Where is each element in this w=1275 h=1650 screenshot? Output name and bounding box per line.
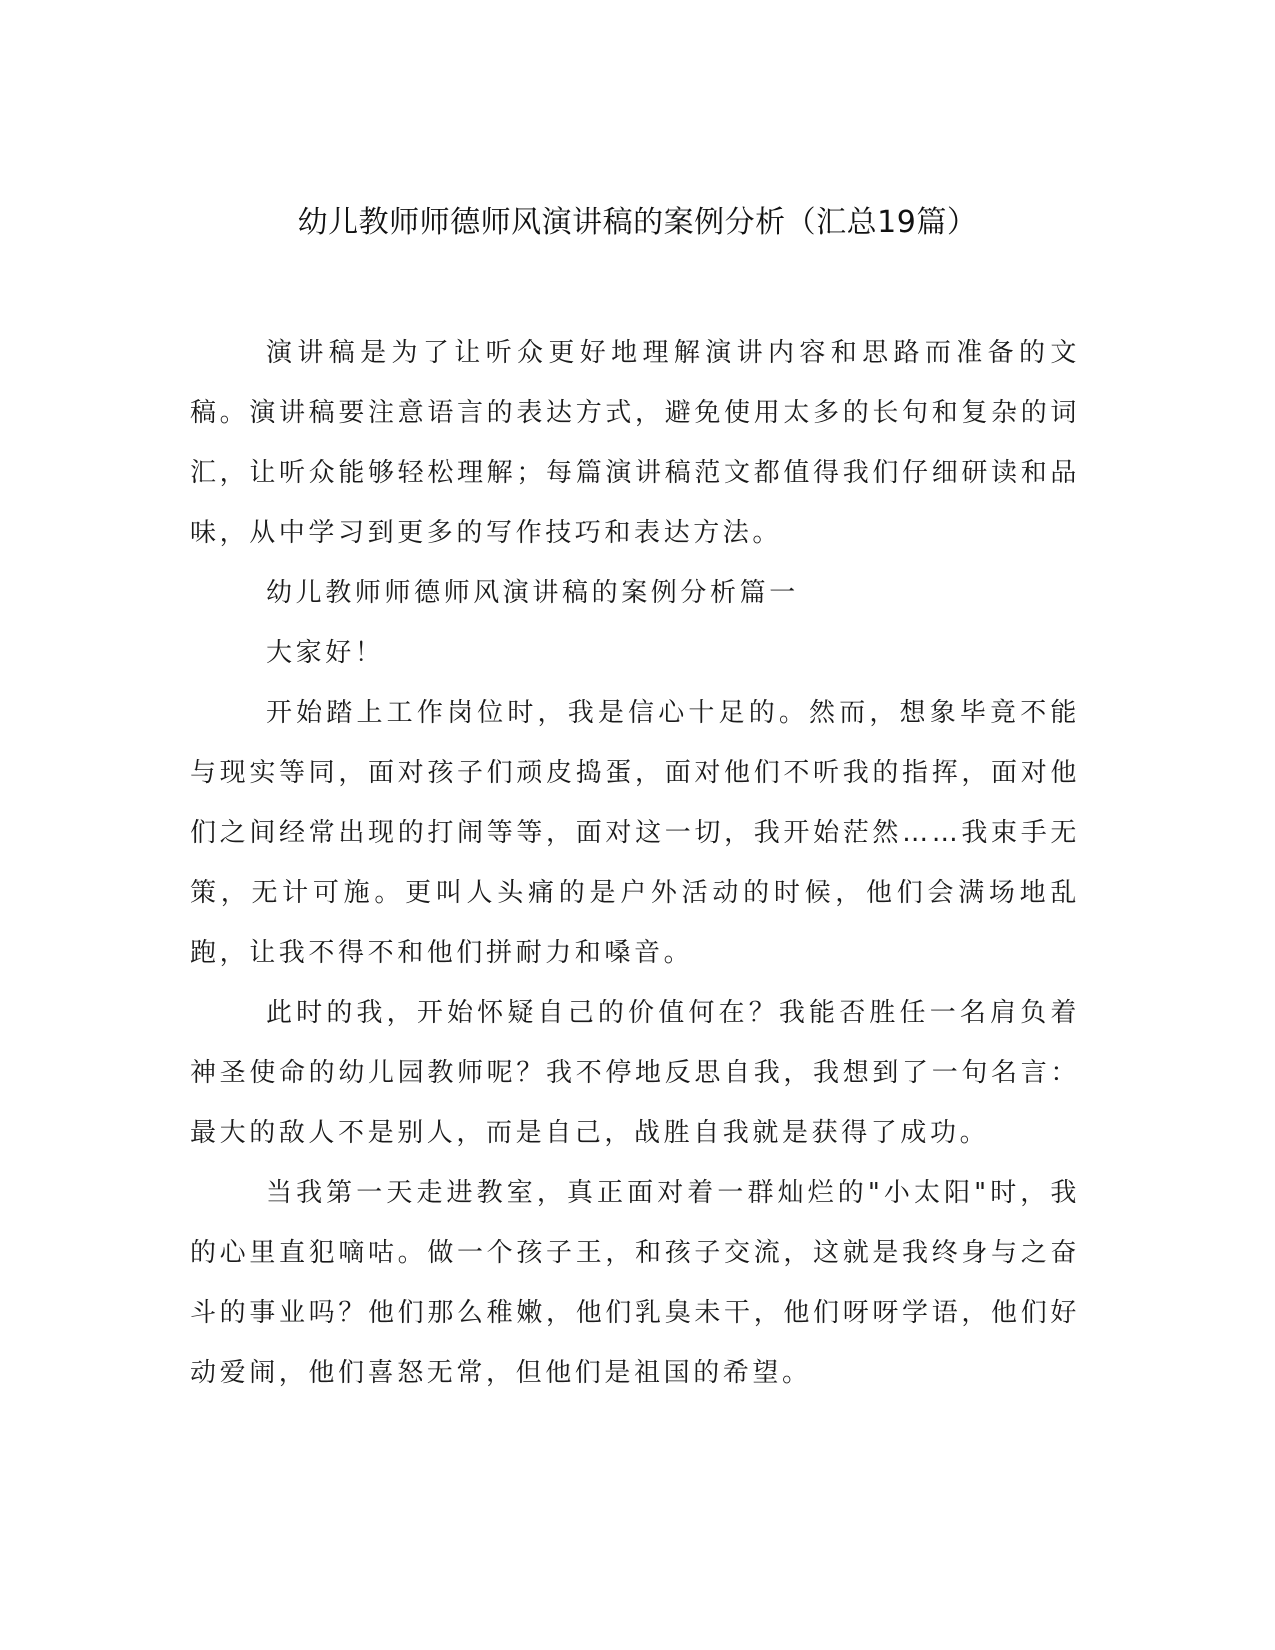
paragraph-section-heading: 幼儿教师师德师风演讲稿的案例分析篇一 xyxy=(266,578,799,608)
paragraph-body: 此时的我，开始怀疑自己的价值何在？我能否胜任一名肩负着神圣使命的幼儿园教师呢？我不停地反思自我，我想到了一句名言：最大的敌人不是别人，而是自己，战胜自我就是获得了成功。 xyxy=(190,998,1080,1148)
paragraph-intro: 演讲稿是为了让听众更好地理解演讲内容和思路而准备的文稿。演讲稿要注意语言的表达方式，避免使用太多的长句和复杂的词汇，让听众能够轻松理解；每篇演讲稿范文都值得我们仔细研读和品味，从中学习到更多的写作技巧和表达方法。 xyxy=(190,338,1080,548)
paragraph-body: 开始踏上工作岗位时，我是信心十足的。然而，想象毕竟不能与现实等同，面对孩子们顽皮捣蛋，面对他们不听我的指挥，面对他们之间经常出现的打闹等等，面对这一切，我开始茫然……我束手无策，无计可施。更叫人头痛的是户外活动的时候，他们会满场地乱跑，让我不得不和他们拼耐力和嗓音。 xyxy=(190,698,1080,968)
paragraph-body: 当我第一天走进教室，真正面对着一群灿烂的"小太阳"时，我的心里直犯嘀咕。做一个孩子王，和孩子交流，这就是我终身与之奋斗的事业吗？他们那么稚嫩，他们乳臭未干，他们呀呀学语，他们好动爱闹，他们喜怒无常，但他们是祖国的希望。 xyxy=(190,1178,1080,1388)
paragraph-greeting: 大家好！ xyxy=(266,638,385,668)
document-title: 幼儿教师师德师风演讲稿的案例分析（汇总19篇） xyxy=(297,205,978,240)
document-body xyxy=(190,323,1080,1403)
